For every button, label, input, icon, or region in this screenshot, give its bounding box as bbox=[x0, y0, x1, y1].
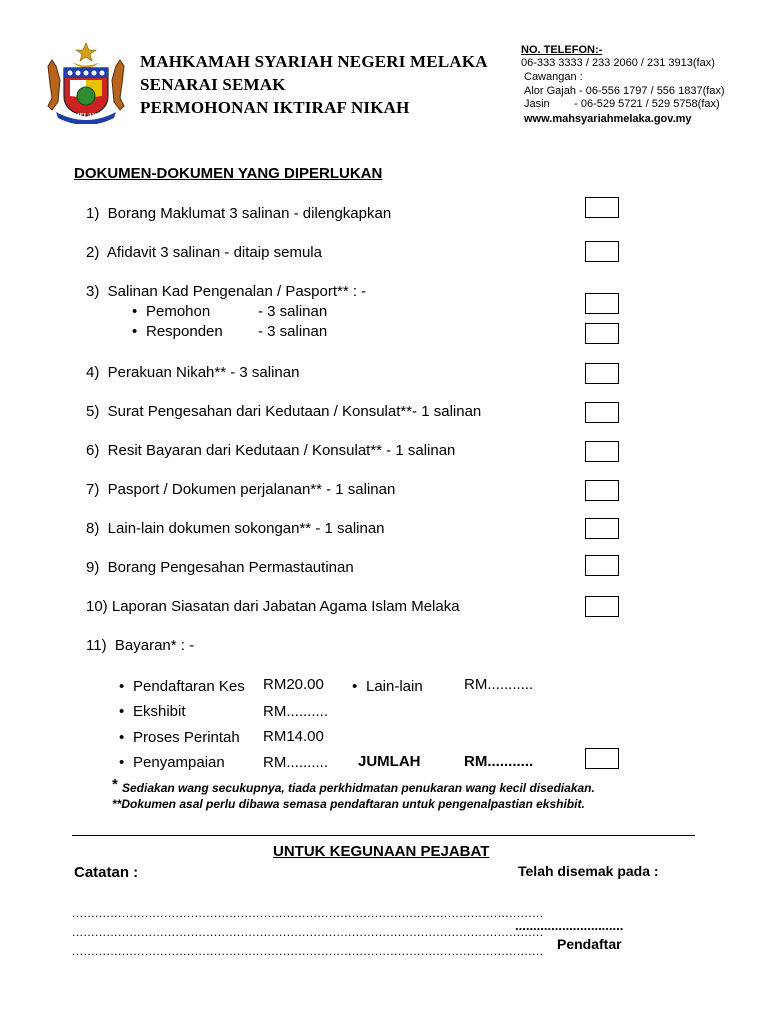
item-9-borang-pengesahan: 9) Borang Pengesahan Permastautinan bbox=[86, 559, 354, 576]
signature-line[interactable]: .............................. bbox=[515, 918, 624, 933]
remarks-line-2[interactable]: ........................................................................................................................... bbox=[72, 925, 544, 939]
checkbox-item-2[interactable] bbox=[585, 241, 619, 262]
checkbox-item-7[interactable] bbox=[585, 480, 619, 501]
remarks-line-1[interactable]: ........................................................................................................................... bbox=[72, 906, 544, 920]
item-7-pasport: 7) Pasport / Dokumen perjalanan** - 1 salinan bbox=[86, 481, 396, 498]
branch-heading: Cawangan : bbox=[524, 71, 583, 83]
section-title: DOKUMEN-DOKUMEN YANG DIPERLUKAN bbox=[74, 165, 383, 182]
checkbox-responden[interactable] bbox=[585, 323, 619, 344]
item-4-perakuan-nikah: 4) Perakuan Nikah** - 3 salinan bbox=[86, 364, 300, 381]
application-title: PERMOHONAN IKTIRAF NIKAH bbox=[140, 98, 410, 117]
section-divider bbox=[72, 835, 695, 836]
fee-penyampaian-value: RM.......... bbox=[263, 754, 329, 771]
checklist-title: SENARAI SEMAK bbox=[140, 75, 286, 94]
item-6-resit-bayaran: 6) Resit Bayaran dari Kedutaan / Konsulat** - 1 salinan bbox=[86, 442, 456, 459]
total-value: RM........... bbox=[464, 753, 534, 770]
item-11-bayaran: 11) Bayaran* : - bbox=[86, 637, 195, 654]
item-1-borang-maklumat: 1) Borang Maklumat 3 salinan - dilengkapkan bbox=[86, 205, 392, 222]
catatan-label: Catatan : bbox=[74, 864, 139, 881]
jasin-phone: Jasin - 06-529 5721 / 529 5758(fax) bbox=[524, 98, 720, 110]
checkbox-item-5[interactable] bbox=[585, 402, 619, 423]
item-5-surat-pengesahan: 5) Surat Pengesahan dari Kedutaan / Konsulat**- 1 salinan bbox=[86, 403, 482, 420]
sub-item-responden-label: • Responden bbox=[146, 323, 223, 340]
fee-ekshibit-label: • Ekshibit bbox=[133, 703, 186, 720]
checkbox-item-4[interactable] bbox=[585, 363, 619, 384]
melaka-coat-of-arms-logo bbox=[38, 40, 134, 124]
court-name-title: MAHKAMAH SYARIAH NEGERI MELAKA bbox=[140, 52, 488, 71]
checkbox-item-1[interactable] bbox=[585, 197, 619, 218]
fee-ekshibit-value: RM.......... bbox=[263, 703, 329, 720]
website-link[interactable]: www.mahsyariahmelaka.gov.my bbox=[524, 113, 692, 125]
checkbox-jumlah[interactable] bbox=[585, 748, 619, 769]
phone-heading: NO. TELEFON:- bbox=[521, 44, 603, 56]
item-2-afidavit: 2) Afidavit 3 salinan - ditaip semula bbox=[86, 244, 322, 261]
sub-item-pemohon-value: - 3 salinan bbox=[258, 303, 328, 320]
fee-proses-perintah-value: RM14.00 bbox=[263, 728, 324, 745]
checkbox-item-8[interactable] bbox=[585, 518, 619, 539]
item-8-lain-lain-dokumen: 8) Lain-lain dokumen sokongan** - 1 salinan bbox=[86, 520, 385, 537]
total-label: JUMLAH bbox=[358, 753, 421, 770]
sub-item-responden-value: - 3 salinan bbox=[258, 323, 328, 340]
item-10-laporan-siasatan: 10) Laporan Siasatan dari Jabatan Agama Islam Melaka bbox=[86, 598, 460, 615]
logo-banner-text: MELAKA bbox=[74, 113, 101, 119]
registrar-label: Pendaftar bbox=[557, 936, 622, 952]
checkbox-item-9[interactable] bbox=[585, 555, 619, 576]
fee-proses-perintah-label: • Proses Perintah bbox=[133, 729, 240, 746]
main-phone-numbers: 06-333 3333 / 233 2060 / 231 3913(fax) bbox=[521, 57, 715, 69]
fee-pendaftaran-kes-label: • Pendaftaran Kes bbox=[133, 678, 245, 695]
sub-item-pemohon-label: • Pemohon bbox=[146, 303, 210, 320]
note-asterisk: * bbox=[112, 776, 118, 793]
item-3-salinan-kad-pengenalan: 3) Salinan Kad Pengenalan / Pasport** : - bbox=[86, 283, 367, 300]
remarks-line-3[interactable]: ........................................................................................................................... bbox=[72, 944, 544, 958]
fee-pendaftaran-kes-value: RM20.00 bbox=[263, 676, 324, 693]
note-cash: Sediakan wang secukupnya, tiada perkhidmatan penukaran wang kecil disediakan. bbox=[122, 781, 595, 795]
checkbox-pemohon[interactable] bbox=[585, 293, 619, 314]
checkbox-item-6[interactable] bbox=[585, 441, 619, 462]
note-original-documents: **Dokumen asal perlu dibawa semasa pendaftaran untuk pengenalpastian ekshibit. bbox=[112, 797, 585, 811]
office-use-title: UNTUK KEGUNAAN PEJABAT bbox=[273, 843, 490, 860]
checkbox-item-10[interactable] bbox=[585, 596, 619, 617]
checked-on-label: Telah disemak pada : bbox=[518, 863, 659, 879]
fee-penyampaian-label: • Penyampaian bbox=[133, 754, 225, 771]
fee-lain-lain-value: RM........... bbox=[464, 676, 534, 693]
fee-lain-lain-label: • Lain-lain bbox=[366, 678, 423, 695]
alor-gajah-phone: Alor Gajah - 06-556 1797 / 556 1837(fax) bbox=[524, 85, 725, 97]
